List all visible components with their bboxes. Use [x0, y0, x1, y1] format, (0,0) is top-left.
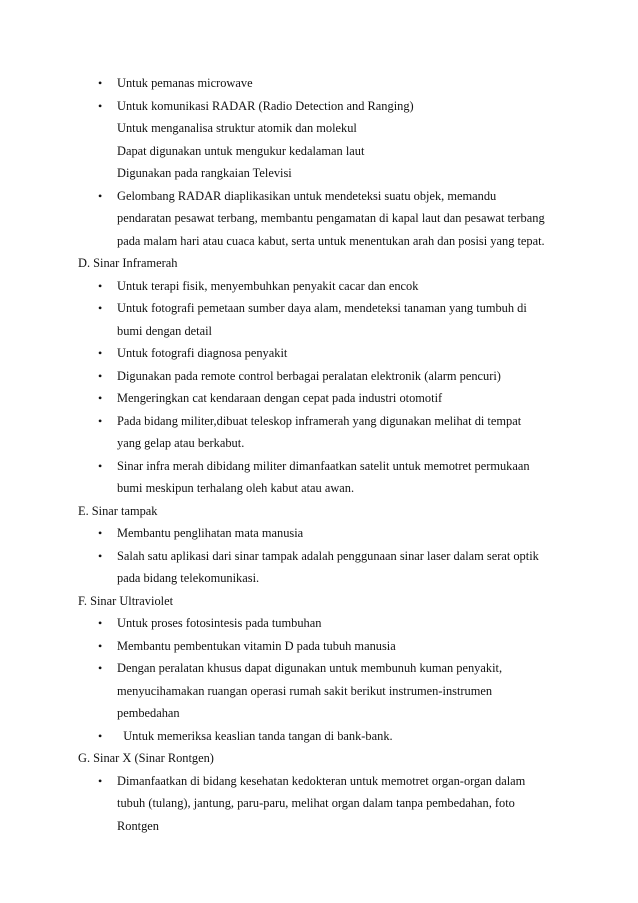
bullet-list-item — [98, 638, 568, 661]
section-heading-xray: G. Sinar X (Sinar Rontgen) — [78, 751, 214, 765]
section-heading-visible: E. Sinar tampak — [78, 503, 158, 518]
bullet-list-item — [98, 615, 568, 638]
bullet-icon: • — [98, 301, 103, 315]
bullet-icon: • — [98, 638, 103, 653]
bullet-list-item — [98, 75, 568, 98]
bullet-text-line: Untuk fotografi pemetaan sumber daya alam, mendeteksi tanaman yang tumbuh di — [117, 301, 527, 315]
bullet-icon: • — [98, 278, 103, 293]
bullet-text-line: Untuk menganalisa struktur atomik dan molekul — [117, 121, 357, 135]
bullet-list-item — [98, 525, 568, 548]
bullet-list-item — [98, 300, 568, 345]
bullet-text-line: Dimanfaatkan di bidang kesehatan kedokteran untuk memotret organ-organ dalam — [117, 773, 526, 788]
bullet-icon: • — [98, 346, 103, 360]
bullet-text-line: Pada bidang militer,dibuat teleskop inframerah yang digunakan melihat di tempat — [117, 413, 522, 428]
bullet-text-line: pembedahan — [117, 706, 180, 720]
bullet-text-line: Untuk pemanas microwave — [117, 76, 253, 90]
section-heading-ultraviolet: F. Sinar Ultraviolet — [78, 593, 174, 608]
bullet-icon: • — [98, 526, 103, 540]
bullet-list-item — [98, 345, 568, 368]
bullet-icon: • — [98, 458, 103, 473]
bullet-text-line: Digunakan pada remote control berbagai peralatan elektronik (alarm pencuri) — [117, 368, 501, 383]
bullet-icon: • — [98, 616, 103, 630]
bullet-text-line: Rontgen — [117, 818, 159, 833]
bullet-icon: • — [98, 391, 103, 405]
bullet-list-item — [98, 278, 568, 301]
bullet-text-line: bumi dengan detail — [117, 323, 212, 338]
bullet-list-item — [98, 458, 568, 503]
bullet-text-line: pada bidang telekomunikasi. — [117, 571, 260, 585]
bullet-list-item — [98, 188, 568, 256]
bullet-text-line: pendaratan pesawat terbang, membantu pengamatan di kapal laut dan pesawat terbang — [117, 211, 545, 225]
bullet-list-item — [98, 368, 568, 391]
bullet-text-line: Salah satu aplikasi dari sinar tampak adalah penggunaan sinar laser dalam serat optik — [117, 548, 539, 563]
bullet-icon: • — [98, 661, 103, 675]
bullet-list-item — [98, 728, 568, 751]
bullet-icon: • — [98, 76, 103, 90]
bullet-list-item — [98, 390, 568, 413]
bullet-list-item — [98, 413, 568, 458]
bullet-icon: • — [98, 368, 103, 383]
bullet-list-item — [98, 773, 568, 841]
bullet-text-line: Untuk memeriksa keaslian tanda tangan di bank-bank. — [117, 728, 393, 743]
bullet-icon: • — [98, 548, 103, 563]
bullet-text-line: tubuh (tulang), jantung, paru-paru, melihat organ dalam tanpa pembedahan, foto — [117, 796, 515, 810]
bullet-text-line: Membantu penglihatan mata manusia — [117, 526, 304, 540]
bullet-text-line: Sinar infra merah dibidang militer dimanfaatkan satelit untuk memotret permukaan — [117, 458, 530, 473]
bullet-icon: • — [98, 98, 103, 113]
bullet-text-line: yang gelap atau berkabut. — [117, 436, 245, 450]
bullet-text-line: Mengeringkan cat kendaraan dengan cepat pada industri otomotif — [117, 391, 443, 405]
bullet-list-item — [98, 98, 568, 188]
bullet-icon: • — [98, 728, 103, 743]
section-heading-infrared: D. Sinar Inframerah — [78, 256, 178, 270]
bullet-text-line: Membantu pembentukan vitamin D pada tubuh manusia — [117, 638, 396, 653]
bullet-text-line: bumi meskipun terhalang oleh kabut atau awan. — [117, 481, 355, 495]
bullet-text-line: pada malam hari atau cuaca kabut, serta untuk menentukan arah dan posisi yang tepat. — [117, 233, 545, 248]
bullet-text-line: Digunakan pada rangkaian Televisi — [117, 166, 292, 180]
bullet-text-line: Dapat digunakan untuk mengukur kedalaman laut — [117, 143, 365, 158]
bullet-text-line: Untuk fotografi diagnosa penyakit — [117, 346, 288, 360]
bullet-list-item — [98, 548, 568, 593]
bullet-list-item — [98, 660, 568, 728]
bullet-text-line: Dengan peralatan khusus dapat digunakan untuk membunuh kuman penyakit, — [117, 661, 503, 675]
bullet-icon: • — [98, 773, 103, 788]
bullet-text-line: Gelombang RADAR diaplikasikan untuk mendeteksi suatu objek, memandu — [117, 188, 497, 203]
bullet-icon: • — [98, 413, 103, 428]
bullet-icon: • — [98, 188, 103, 203]
bullet-text-line: Untuk terapi fisik, menyembuhkan penyakit cacar dan encok — [117, 278, 419, 293]
bullet-text-line: Untuk komunikasi RADAR (Radio Detection and Ranging) — [117, 98, 414, 113]
bullet-text-line: Untuk proses fotosintesis pada tumbuhan — [117, 616, 322, 630]
bullet-text-line: menyucihamakan ruangan operasi rumah sakit berikut instrumen-instrumen — [117, 683, 493, 698]
